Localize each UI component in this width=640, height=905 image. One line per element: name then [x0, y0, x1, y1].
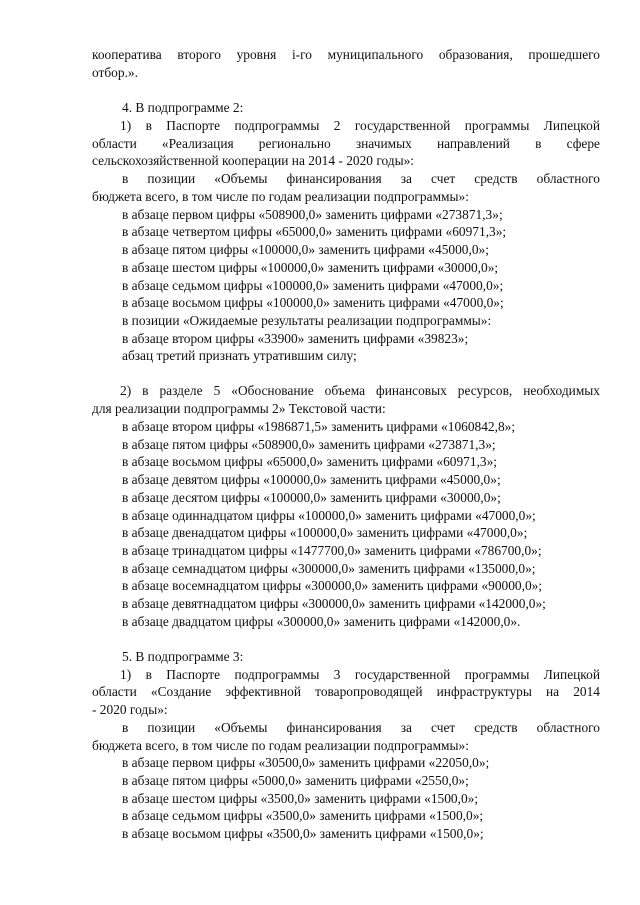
list-item: в абзаце семнадцатом цифры «300000,0» заменить цифрами «135000,0»; — [122, 561, 536, 576]
text-line: отбор.». — [92, 65, 138, 80]
list-item: в позиции «Ожидаемые результаты реализации подпрограммы»: — [122, 313, 492, 328]
list-item: в абзаце седьмом цифры «100000,0» заменить цифрами «47000,0»; — [122, 278, 504, 293]
list-item: в абзаце первом цифры «30500,0» заменить цифрами «22050,0»; — [122, 755, 490, 770]
list-item: в абзаце восьмом цифры «65000,0» заменить цифрами «60971,3»; — [122, 454, 498, 469]
list-item: абзац третий признать утратившим силу; — [122, 348, 357, 363]
text-line: кооператива второго уровня i-го муниципального образования, прошедшего — [92, 47, 600, 62]
list-item: в абзаце четвертом цифры «65000,0» заменить цифрами «60971,3»; — [122, 224, 507, 239]
text-line: 1) в Паспорте подпрограммы 2 государственной программы Липецкой — [120, 118, 600, 133]
list-item: в абзаце восьмом цифры «100000,0» заменить цифрами «47000,0»; — [122, 295, 504, 310]
list-item: в абзаце двенадцатом цифры «100000,0» заменить цифрами «47000,0»; — [122, 525, 528, 540]
text-line: бюджета всего, в том числе по годам реализации подпрограммы»: — [92, 738, 469, 753]
list-item: в абзаце первом цифры «508900,0» заменить цифрами «273871,3»; — [122, 207, 503, 222]
list-item: в абзаце тринадцатом цифры «1477700,0» заменить цифрами «786700,0»; — [122, 543, 542, 558]
list-item: в абзаце девятом цифры «100000,0» заменить цифрами «45000,0»; — [122, 472, 501, 487]
list-item: в абзаце двадцатом цифры «300000,0» заменить цифрами «142000,0». — [122, 614, 521, 629]
list-item: в абзаце седьмом цифры «3500,0» заменить цифрами «1500,0»; — [122, 808, 484, 823]
list-item: в абзаце пятом цифры «508900,0» заменить цифрами «273871,3»; — [122, 437, 496, 452]
text-line: области «Создание эффективной товаропроводящей инфраструктуры на 2014 — [92, 684, 600, 699]
list-item: в абзаце десятом цифры «100000,0» заменить цифрами «30000,0»; — [122, 490, 501, 505]
text-line: бюджета всего, в том числе по годам реализации подпрограммы»: — [92, 189, 469, 204]
text-line: области «Реализация регионально значимых направлений в сфере — [92, 136, 600, 151]
text-line: сельскохозяйственной кооперации на 2014 - 2020 годы»: — [92, 153, 415, 168]
text-line: для реализации подпрограммы 2» Текстовой части: — [92, 401, 386, 416]
list-item: в абзаце шестом цифры «3500,0» заменить цифрами «1500,0»; — [122, 791, 479, 806]
list-item: в абзаце восемнадцатом цифры «300000,0» заменить цифрами «90000,0»; — [122, 578, 543, 593]
text-line: в позиции «Объемы финансирования за счет средств областного — [122, 171, 600, 186]
text-line: - 2020 годы»: — [92, 702, 168, 717]
text-line: 1) в Паспорте подпрограммы 3 государственной программы Липецкой — [120, 667, 600, 682]
text-line: в позиции «Объемы финансирования за счет средств областного — [122, 720, 600, 735]
list-item: в абзаце девятнадцатом цифры «300000,0» заменить цифрами «142000,0»; — [122, 596, 546, 611]
list-item: в абзаце восьмом цифры «3500,0» заменить цифрами «1500,0»; — [122, 826, 484, 841]
list-item: в абзаце пятом цифры «5000,0» заменить цифрами «2550,0»; — [122, 773, 469, 788]
section-heading: 4. В подпрограмме 2: — [122, 100, 244, 115]
list-item: в абзаце шестом цифры «100000,0» заменить цифрами «30000,0»; — [122, 260, 499, 275]
section-heading: 5. В подпрограмме 3: — [122, 649, 244, 664]
list-item: в абзаце втором цифры «1986871,5» заменить цифрами «1060842,8»; — [122, 419, 516, 434]
list-item: в абзаце одиннадцатом цифры «100000,0» заменить цифрами «47000,0»; — [122, 508, 536, 523]
list-item: в абзаце втором цифры «33900» заменить цифрами «39823»; — [122, 331, 469, 346]
text-line: 2) в разделе 5 «Обоснование объема финансовых ресурсов, необходимых — [120, 383, 600, 398]
list-item: в абзаце пятом цифры «100000,0» заменить цифрами «45000,0»; — [122, 242, 489, 257]
